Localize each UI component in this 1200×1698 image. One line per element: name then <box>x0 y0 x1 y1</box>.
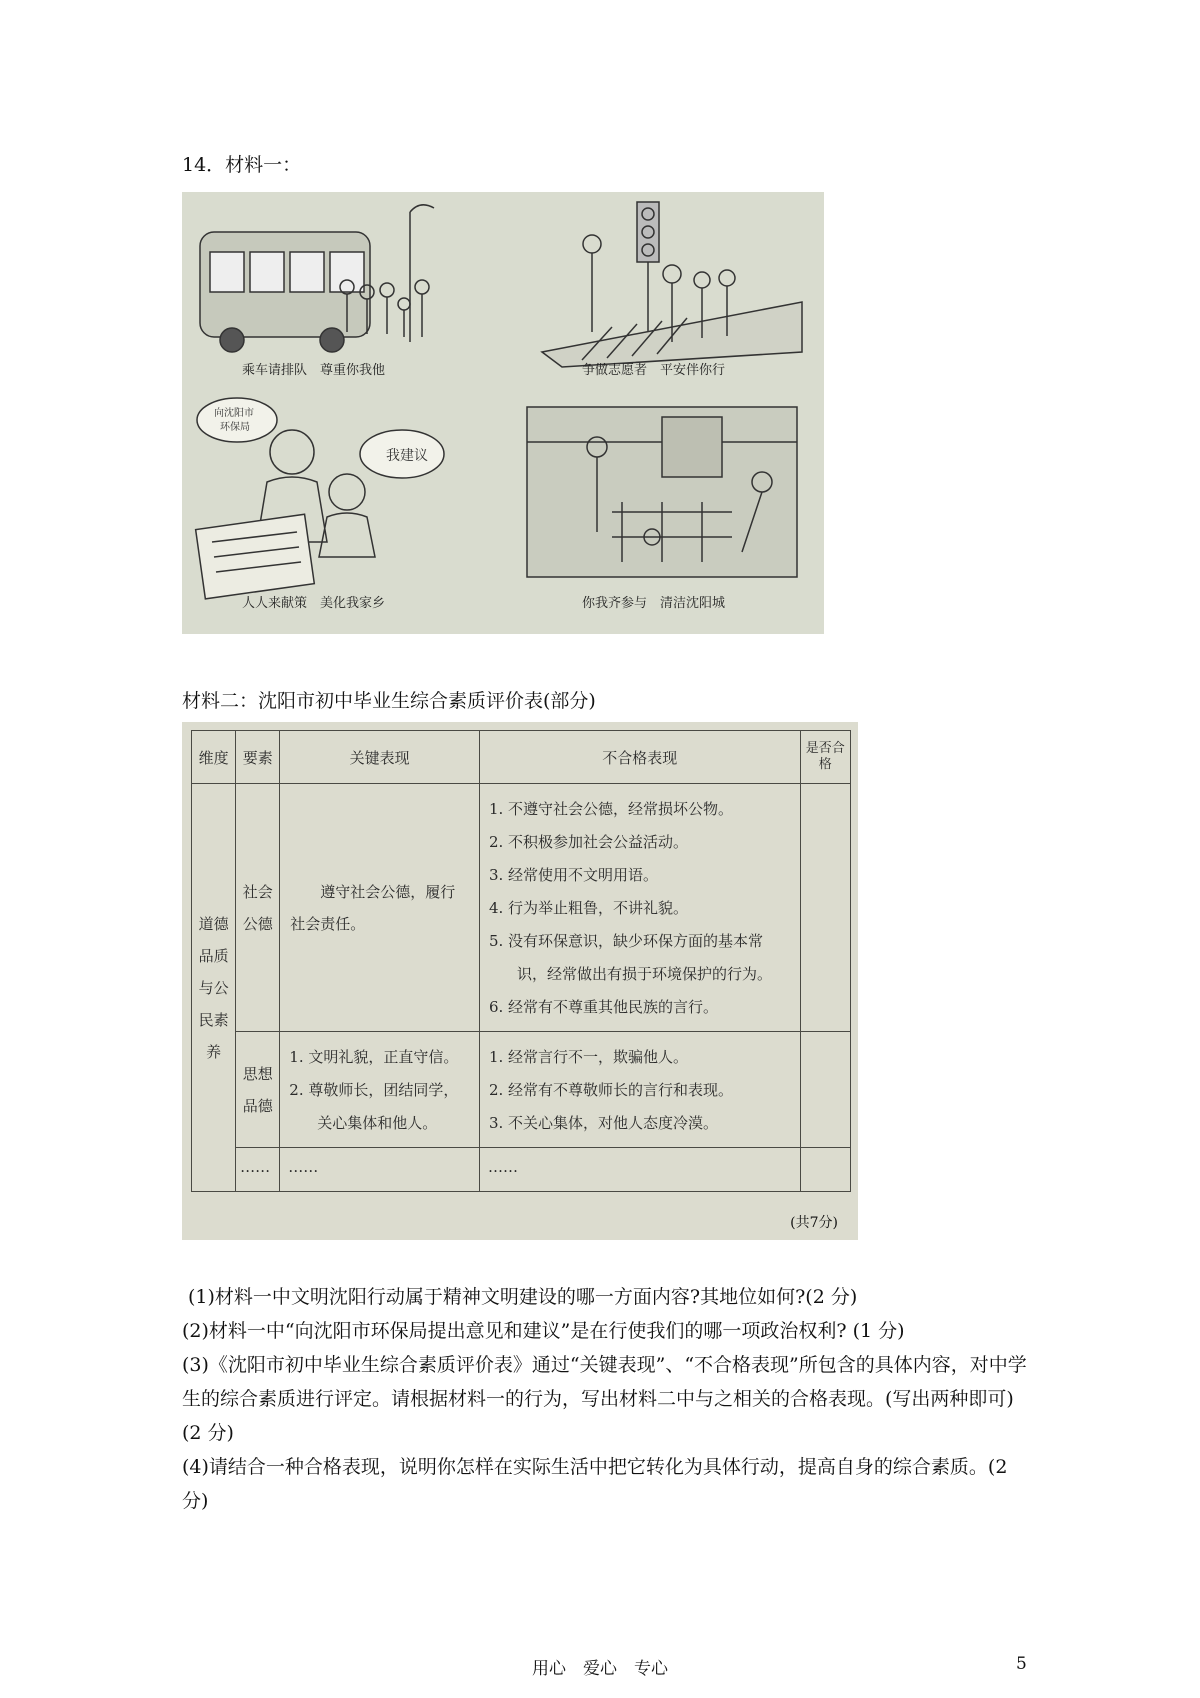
evaluation-table <box>191 730 851 1192</box>
evaluation-table-scan <box>182 722 858 1240</box>
dimension-cell: 道德品质与公民素养 <box>192 784 236 1192</box>
fail-cell <box>479 1032 800 1148</box>
total-score: (共7分) <box>790 1215 838 1231</box>
question-3: (3)《沈阳市初中毕业生综合素质评价表》通过“关键表现”、“不合格表现”所包含的具体内容，对中学生的综合素质进行评定。请根据材料一的行为，写出材料二中与之相关的合格表现。(写出两种即可)(2 分) <box>182 1354 1027 1444</box>
list-item: 4. 行为举止粗鲁，不讲礼貌。 <box>488 899 689 917</box>
key-cell: …… <box>280 1148 480 1192</box>
bubble-left-text: 向沈阳市 <box>214 408 254 419</box>
list-item: 2. 不积极参加社会公益活动。 <box>488 833 689 851</box>
page-number: 5 <box>1016 1654 1027 1674</box>
list-item: 6. 经常有不尊重其他民族的言行。 <box>488 998 719 1016</box>
element-cell: 思想品德 <box>236 1032 280 1148</box>
header-fail: 不合格表现 <box>479 731 800 784</box>
material2-title: 材料二：沈阳市初中毕业生综合素质评价表(部分) <box>182 690 596 712</box>
fail-cell <box>479 784 800 1032</box>
caption-2: 争做志愿者 平安伴你行 <box>582 363 726 378</box>
question-2: (2)材料一中“向沈阳市环保局提出意见和建议”是在行使我们的哪一项政治权利? (1 分) <box>182 1320 905 1342</box>
cartoon-panels <box>182 192 824 634</box>
list-item: 5. 没有环保意识，缺少环保方面的基本常识，经常做出有损于环境保护的行为。 <box>488 932 772 983</box>
table-row <box>192 1148 851 1192</box>
list-item: 1. 经常言行不一，欺骗他人。 <box>488 1048 689 1066</box>
header-key: 关键表现 <box>280 731 480 784</box>
table-row <box>192 784 851 1032</box>
header-dimension: 维度 <box>192 731 236 784</box>
list-item: 1. 文明礼貌，正直守信。 <box>289 1048 459 1066</box>
panel-cleaning <box>527 407 797 577</box>
list-item: 3. 不关心集体，对他人态度冷漠。 <box>488 1114 719 1132</box>
caption-4: 你我齐参与 清洁沈阳城 <box>582 596 726 611</box>
question-4: (4)请结合一种合格表现，说明你怎样在实际生活中把它转化为具体行动，提高自身的综合素质。(2 分) <box>182 1456 1008 1512</box>
panel-volunteer <box>542 202 802 367</box>
pass-cell <box>800 1148 850 1192</box>
bubble-left-text-2: 环保局 <box>220 422 250 433</box>
panel-bus-queue <box>200 205 434 352</box>
caption-3: 人人来献策 美化我家乡 <box>242 596 386 611</box>
list-item: 2. 经常有不尊敬师长的言行和表现。 <box>488 1081 734 1099</box>
pass-cell <box>800 1032 850 1148</box>
table-header-row <box>192 731 851 784</box>
element-cell: …… <box>236 1148 280 1192</box>
header-pass: 是否合格 <box>800 731 850 784</box>
caption-1: 乘车请排队 尊重你我他 <box>242 363 386 378</box>
question-list <box>182 1280 1032 1518</box>
header-element: 要素 <box>236 731 280 784</box>
element-cell: 社会公德 <box>236 784 280 1032</box>
question-1: (1)材料一中文明沈阳行动属于精神文明建设的哪一方面内容?其地位如何?(2 分) <box>188 1286 858 1308</box>
question-number: 14．材料一： <box>182 154 302 176</box>
material1-illustration <box>182 192 824 634</box>
table-row <box>192 1032 851 1148</box>
key-text: 遵守社会公德，履行社会责任。 <box>290 882 456 933</box>
list-item: 2. 尊敬师长，团结同学，关心集体和他人。 <box>289 1081 459 1132</box>
list-item: 3. 经常使用不文明用语。 <box>488 866 659 884</box>
key-cell <box>280 1032 480 1148</box>
fail-cell: …… <box>479 1148 800 1192</box>
key-cell <box>280 784 480 1032</box>
bubble-right-text: 我建议 <box>386 448 428 464</box>
page-footer: 用心 爱心 专心 <box>532 1659 668 1679</box>
pass-cell <box>800 784 850 1032</box>
list-item: 1. 不遵守社会公德，经常损坏公物。 <box>488 800 734 818</box>
